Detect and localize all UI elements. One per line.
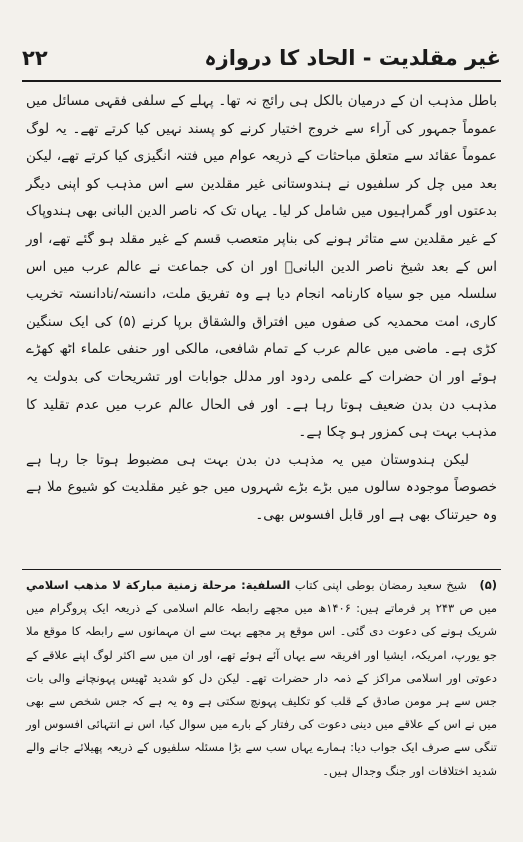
running-title: غیر مقلدیت - الحاد کا دروازہ — [204, 46, 501, 70]
page-number: ۲۲ — [22, 46, 48, 70]
main-text — [26, 88, 497, 530]
footnote-text: میں ص ۲۴۳ پر فرماتے ہیں: ۱۴۰۶ھ میں مجھے رابطہ عالم اسلامی کے ذریعہ ایک پروگرام میں شریک ہونے کی دعوت دی گئی۔ اس موقع پر مجھے بہت سے ان مہمانوں سے رابطہ کا موقع ملا جو یورپ، امریکہ، ایشیا اور افریقہ سے یہاں آئے ہوئے تھے، اور ان میں سے اکثر لوگ اپنے علاقے کے دعوتی اور اسلامی مراکز کے ذمہ دار حضرات تھے۔ لیکن دل کو شدید ٹھیس پہونچانے والی بات جس سے ہر مومن صادق کے قلب کو تکلیف پہونچ سکتی ہے وہ یہ ہے کہ جس شخص سے بھی میں نے اس کے علاقے میں دینی دعوت کی رفتار کے بارے میں سوال کیا، اس نے انتہائی افسوس اور تنگی سے صرف ایک جواب دیا: ہمارے یہاں سب سے بڑا مسئلہ سلفیوں کے ذریعہ پھیلائے جانے والے شدید اختلافات اور جنگ وجدال ہیں۔ — [26, 601, 497, 778]
paragraph-1: باطل مذہب ان کے درمیان بالکل ہی رائج نہ تھا۔ پہلے کے سلفی فقہی مسائل میں عموماً جمہور کی آراء سے خروج اختیار کرنے کو پسند نہیں کیا کرتے تھے۔ یہ لوگ عموماً عقائد سے متعلق مباحثات کے ذریعہ عوام میں فتنہ انگیزی کیا کرتے تھے، لیکن بعد میں چل کر سلفیوں نے ہندوستانی غیر مقلدین سے اس مذہب کو اپنی دیگر بدعتوں اور گمراہیوں میں شامل کر لیا۔ یہاں تک کہ ناصر الدین البانی بھی ہندوپاک کے غیر مقلدین سے متاثر ہونے کی بناپر متعصب قسم کے غیر مقلد ہو گئے تھے، اور اس کے بعد شیخ ناصر الدین البانیؒ اور ان کی جماعت نے عالم عرب میں اس سلسلہ میں جو سیاہ کارنامہ انجام دیا ہے وہ تفریق ملت، دانستہ/نادانستہ تخریب کاری، امت محمدیہ کی صفوں میں افتراق والشقاق برپا کرنے (۵) کی ایک سنگین کڑی ہے۔ ماضی میں عالم عرب کے تمام شافعی، مالکی اور حنفی علماء اٹھ کھڑے ہوئے اور ان حضرات کے علمی ردود اور مدلل جوابات اور تشریحات کی بدولت یہ مذہب دن بدن ضعیف ہوتا رہا ہے۔ اور فی الحال عالم عرب میں عدم تقلید کا مذہب بہت ہی کمزور ہو چکا ہے۔ — [26, 93, 497, 441]
footnote-book-title: السلفية: مرحلة زمنية مباركة لا مذهب اسلامي — [26, 578, 291, 592]
header-divider — [22, 80, 501, 82]
footnote — [26, 574, 497, 783]
footnote-author-intro: شیخ سعید رمضان بوطی اپنی کتاب — [294, 578, 467, 592]
paragraph-2: لیکن ہندوستان میں یہ مذہب دن بدن بہت ہی مضبوط ہوتا جا رہا ہے خصوصاً موجودہ سالوں میں بڑے بڑے شہروں میں جو غیر مقلدیت کو شیوع ملا ہے وہ حیرتناک بھی ہے اور قابل افسوس بھی۔ — [26, 451, 497, 523]
footnote-divider — [22, 569, 501, 570]
page-header — [22, 38, 501, 78]
footnote-number: (۵) — [479, 578, 498, 592]
